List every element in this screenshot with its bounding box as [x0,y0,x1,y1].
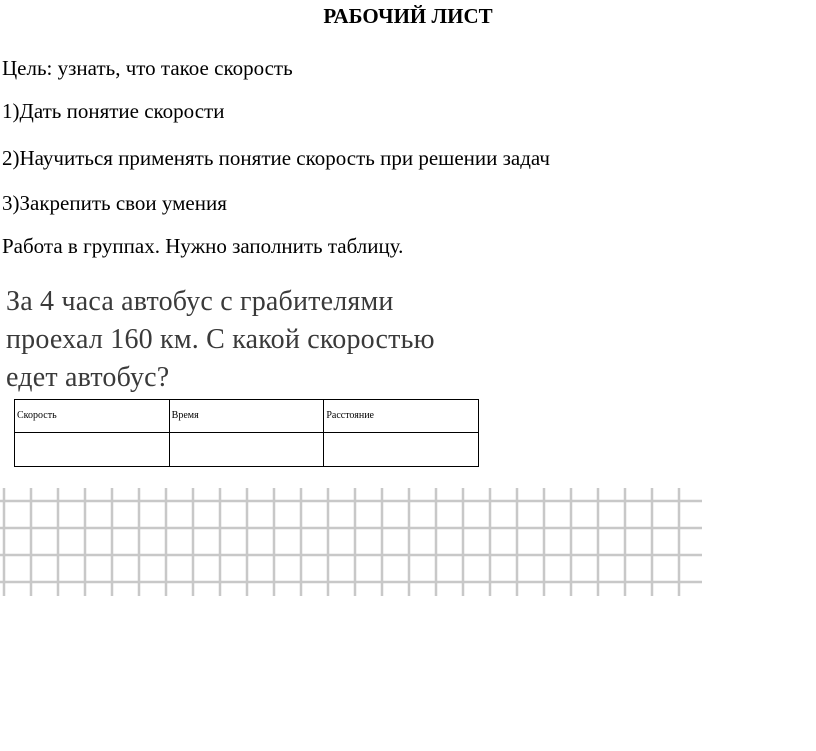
answer-table [14,399,479,467]
cell-speed[interactable] [15,433,170,467]
problem-line-2: проехал 160 км. С какой скоростью [6,324,435,355]
goal-text: Цель: узнать, что такое скорость [2,56,293,80]
task-2: 2)Научиться применять понятие скорость при решении задач [2,146,550,170]
header-distance: Расстояние [324,400,479,433]
header-speed: Скорость [15,400,170,433]
table-row [15,433,479,467]
problem-line-1: За 4 часа автобус с грабителями [6,286,394,317]
task-1: 1)Дать понятие скорости [2,99,225,123]
grid-paper [0,488,702,596]
task-3: 3)Закрепить свои умения [2,191,227,215]
worksheet-title: РАБОЧИЙ ЛИСТ [323,4,493,28]
table-header-row [15,400,479,433]
instruction-text: Работа в группах. Нужно заполнить таблицу. [2,234,404,258]
header-time: Время [169,400,324,433]
problem-text [6,283,526,397]
problem-line-3: едет автобус? [6,362,170,393]
cell-distance[interactable] [324,433,479,467]
cell-time[interactable] [169,433,324,467]
